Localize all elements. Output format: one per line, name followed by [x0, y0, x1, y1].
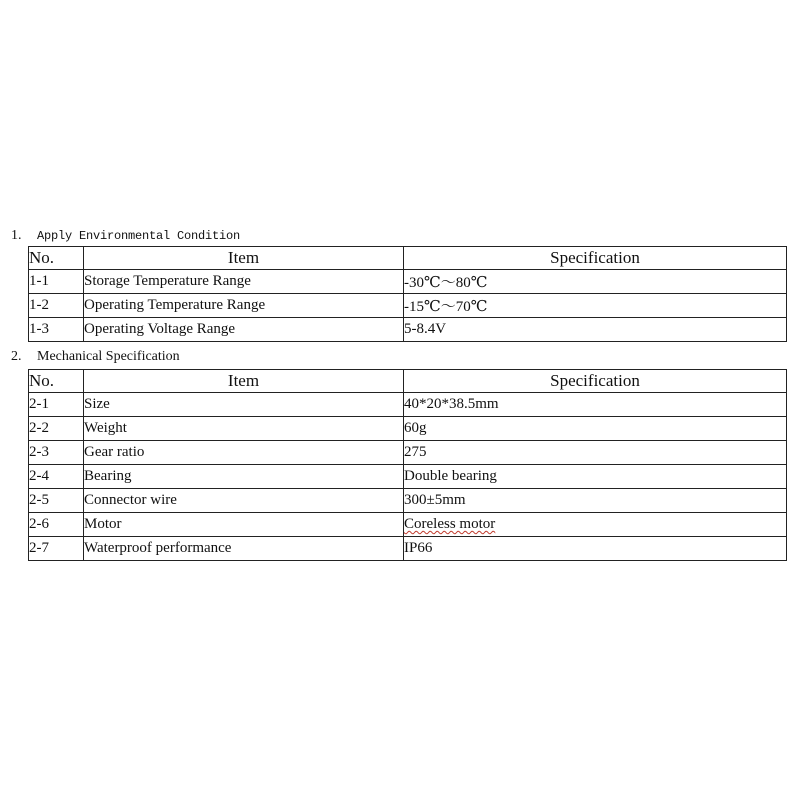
- table-row: [29, 417, 787, 441]
- table-header-row: [29, 247, 787, 270]
- row-number: 2-7: [29, 537, 84, 561]
- row-specification: 60g: [404, 417, 787, 441]
- row-item: Connector wire: [84, 489, 404, 513]
- row-number: 1-2: [29, 294, 84, 318]
- row-number: 2-2: [29, 417, 84, 441]
- section-2-title: Mechanical Specification: [37, 349, 180, 364]
- row-specification: -30℃～80℃: [404, 270, 787, 294]
- row-specification: 275: [404, 441, 787, 465]
- table-row: [29, 489, 787, 513]
- row-specification: Double bearing: [404, 465, 787, 489]
- table-row: [29, 465, 787, 489]
- section-1-title: Apply Environmental Condition: [37, 229, 241, 243]
- section-2-heading: [11, 349, 180, 364]
- row-item: Bearing: [84, 465, 404, 489]
- section-1-heading: [11, 228, 240, 243]
- row-item: Motor: [84, 513, 404, 537]
- row-number: 2-6: [29, 513, 84, 537]
- table-row: [29, 294, 787, 318]
- row-specification: [404, 513, 787, 537]
- table-row: [29, 537, 787, 561]
- row-specification: -15℃～70℃: [404, 294, 787, 318]
- table-row: [29, 318, 787, 342]
- environmental-condition-table: [28, 246, 787, 342]
- header-no: No.: [29, 370, 84, 393]
- row-item: Gear ratio: [84, 441, 404, 465]
- table-row: [29, 393, 787, 417]
- mechanical-specification-table: [28, 369, 787, 561]
- row-number: 2-5: [29, 489, 84, 513]
- row-item: Waterproof performance: [84, 537, 404, 561]
- table-row: [29, 441, 787, 465]
- row-number: 2-4: [29, 465, 84, 489]
- header-item: Item: [84, 247, 404, 270]
- row-item: Size: [84, 393, 404, 417]
- row-specification: 40*20*38.5mm: [404, 393, 787, 417]
- row-specification: IP66: [404, 537, 787, 561]
- table-row: [29, 513, 787, 537]
- table-row: [29, 270, 787, 294]
- table-header-row: [29, 370, 787, 393]
- row-item: Operating Voltage Range: [84, 318, 404, 342]
- row-specification: 300±5mm: [404, 489, 787, 513]
- row-item: Storage Temperature Range: [84, 270, 404, 294]
- row-item: Weight: [84, 417, 404, 441]
- spellcheck-underlined-text: Coreless motor: [404, 516, 496, 532]
- header-item: Item: [84, 370, 404, 393]
- section-2-number: 2.: [11, 349, 22, 364]
- row-specification: 5-8.4V: [404, 318, 787, 342]
- row-number: 1-1: [29, 270, 84, 294]
- header-specification: Specification: [404, 370, 787, 393]
- row-number: 2-1: [29, 393, 84, 417]
- row-number: 1-3: [29, 318, 84, 342]
- row-number: 2-3: [29, 441, 84, 465]
- header-no: No.: [29, 247, 84, 270]
- section-1-number: 1.: [11, 228, 22, 243]
- header-specification: Specification: [404, 247, 787, 270]
- row-item: Operating Temperature Range: [84, 294, 404, 318]
